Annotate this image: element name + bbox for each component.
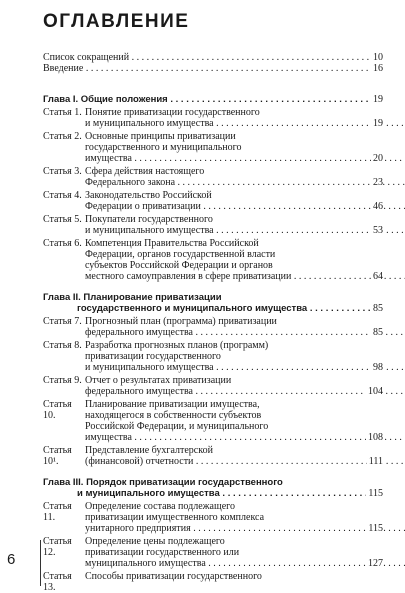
- article-title: [85, 238, 405, 282]
- article-entry[interactable]: [43, 190, 383, 212]
- article-entry[interactable]: [43, 107, 383, 129]
- article-title-line: местного самоуправления в сфере приватизации . . .: [85, 271, 405, 282]
- article-title-line: субъектов Российской Федерации и органов: [85, 260, 273, 271]
- toc-page-number: 10: [373, 52, 383, 63]
- article-title-line: приватизации имущественного комплекса: [85, 512, 265, 523]
- toc-page-number: 108: [368, 432, 383, 443]
- article-label: Статья 12.: [43, 536, 72, 558]
- article-entry[interactable]: [43, 536, 383, 569]
- article-label: Статья 1.: [43, 107, 82, 118]
- toc-page-number: 111: [368, 456, 383, 467]
- article-title-line: Разработка прогнозных планов (программ): [85, 340, 269, 351]
- article-title-line: Сфера действия настоящего: [85, 166, 205, 177]
- article-entry[interactable]: [43, 131, 383, 164]
- article-title-line: имущества . . .: [85, 153, 405, 164]
- article-title-line: федерального имущества . . .: [85, 327, 405, 338]
- article-title-line: приватизации государственного или: [85, 547, 240, 558]
- toc-page-number: 115: [368, 523, 383, 534]
- toc-page-number: 46: [373, 201, 383, 212]
- article-title: [85, 131, 405, 164]
- article-entry[interactable]: [43, 214, 383, 236]
- article-label: Статья 13.: [43, 571, 72, 593]
- article-title-line: Определение цены подлежащего: [85, 536, 225, 547]
- article-title-line: Представление бухгалтерской: [85, 445, 213, 456]
- toc-page-number: 127: [368, 558, 383, 569]
- page-edge-rule: [40, 540, 41, 586]
- article-entry[interactable]: [43, 316, 383, 338]
- article-title-line: государственного и муниципального: [85, 142, 242, 153]
- article-title: [85, 166, 405, 188]
- article-title-line: Прогнозный план (программа) приватизации: [85, 316, 277, 327]
- article-title-line: Основные принципы приватизации: [85, 131, 236, 142]
- article-entry[interactable]: [43, 340, 383, 373]
- chapter-title-text: государственного и муниципального имущества . . .: [43, 303, 383, 314]
- article-title-line: и муниципального имущества . . .: [85, 225, 405, 236]
- toc-entry-text: Список сокращений . . .: [43, 52, 383, 63]
- chapter-title: Глава III. Порядок приватизации государственного: [43, 477, 283, 488]
- article-title-line: и муниципального имущества . . .: [85, 362, 405, 373]
- article-title-line: Российской Федерации, и муниципального: [85, 421, 269, 432]
- article-title-line: Федерации, органов государственной власти: [85, 249, 276, 260]
- article-label: Статья 9.: [43, 375, 82, 386]
- article-title-line: находящегося в собственности субъектов: [85, 410, 262, 421]
- article-label: Статья 8.: [43, 340, 82, 351]
- chapter-heading[interactable]: [43, 477, 383, 488]
- toc-page-number: 85: [373, 327, 383, 338]
- article-title-line: Федерального закона . . .: [85, 177, 405, 188]
- toc-page-number: 53: [373, 225, 383, 236]
- article-title-line: муниципального имущества . . .: [85, 558, 405, 569]
- article-title: [85, 190, 405, 212]
- article-label: Статья 10¹.: [43, 445, 72, 467]
- article-label: Статья 3.: [43, 166, 82, 177]
- article-label: Статья 6.: [43, 238, 82, 249]
- chapter-title-line: [43, 303, 383, 314]
- chapter-title-line: [43, 488, 383, 499]
- article-label: Статья 2.: [43, 131, 82, 142]
- article-entry[interactable]: [43, 445, 383, 467]
- table-of-contents: [43, 52, 383, 593]
- article-title: [85, 375, 405, 397]
- article-label: Статья 4.: [43, 190, 82, 201]
- article-title: [85, 501, 405, 534]
- article-label: Статья 11.: [43, 501, 72, 523]
- toc-page-number: 85: [373, 303, 383, 314]
- article-title-line: Покупатели государственного: [85, 214, 213, 225]
- article-entry[interactable]: [43, 501, 383, 534]
- article-title-line: имущества . . .: [85, 432, 405, 443]
- article-entry[interactable]: [43, 166, 383, 188]
- page-title: ОГЛАВЛЕНИЕ: [43, 11, 190, 32]
- toc-entry[interactable]: [43, 63, 383, 74]
- article-title-line: Компетенция Правительства Российской: [85, 238, 259, 249]
- article-title-line: федерального имущества . . .: [85, 386, 405, 397]
- toc-page-number: 23: [373, 177, 383, 188]
- toc-page-number: 98: [373, 362, 383, 373]
- article-entry[interactable]: [43, 238, 383, 282]
- toc-page-number: 16: [373, 63, 383, 74]
- article-title: [85, 107, 405, 129]
- article-title: [85, 536, 405, 569]
- toc-page-number: 19: [373, 118, 383, 129]
- toc-entry-text: Введение . . .: [43, 63, 383, 74]
- article-title-line: Планирование приватизации имущества,: [85, 399, 260, 410]
- article-title-line: и муниципального имущества . . .: [85, 118, 405, 129]
- chapter-title: Глава I. Общие положения . . .: [43, 94, 383, 105]
- toc-page-number: 19: [373, 94, 383, 105]
- article-entry[interactable]: [43, 399, 383, 443]
- chapter-title-text: и муниципального имущества . . .: [43, 488, 383, 499]
- article-entry[interactable]: [43, 375, 383, 397]
- chapter-heading[interactable]: [43, 292, 383, 303]
- page-number: 6: [7, 551, 16, 568]
- article-label: Статья 7.: [43, 316, 82, 327]
- article-title-line: Федерации о приватизации . . .: [85, 201, 405, 212]
- toc-page-number: 20: [373, 153, 383, 164]
- toc-entry[interactable]: [43, 52, 383, 63]
- article-label: Статья 5.: [43, 214, 82, 225]
- article-title-line: Законодательство Российской: [85, 190, 212, 201]
- article-title-line: Отчет о результатах приватизации: [85, 375, 232, 386]
- toc-page-number: 115: [368, 488, 383, 499]
- chapter-title: Глава II. Планирование приватизации: [43, 292, 222, 303]
- chapter-heading[interactable]: [43, 94, 383, 105]
- article-title: [85, 445, 405, 467]
- article-label: Статья 10.: [43, 399, 72, 421]
- article-title-line: приватизации государственного: [85, 351, 221, 362]
- article-title: [85, 316, 405, 338]
- article-title: [85, 340, 405, 373]
- article-title-line: Определение состава подлежащего: [85, 501, 235, 512]
- article-title-line: Понятие приватизации государственного: [85, 107, 260, 118]
- toc-page-number: 64: [373, 271, 383, 282]
- article-title-line: Способы приватизации государственного: [85, 571, 262, 582]
- article-title-line: унитарного предприятия . . .: [85, 523, 405, 534]
- article-title: [85, 214, 405, 236]
- article-title-line: (финансовой) отчетности . . .: [85, 456, 405, 467]
- toc-page-number: 104: [368, 386, 383, 397]
- article-title: [85, 399, 405, 443]
